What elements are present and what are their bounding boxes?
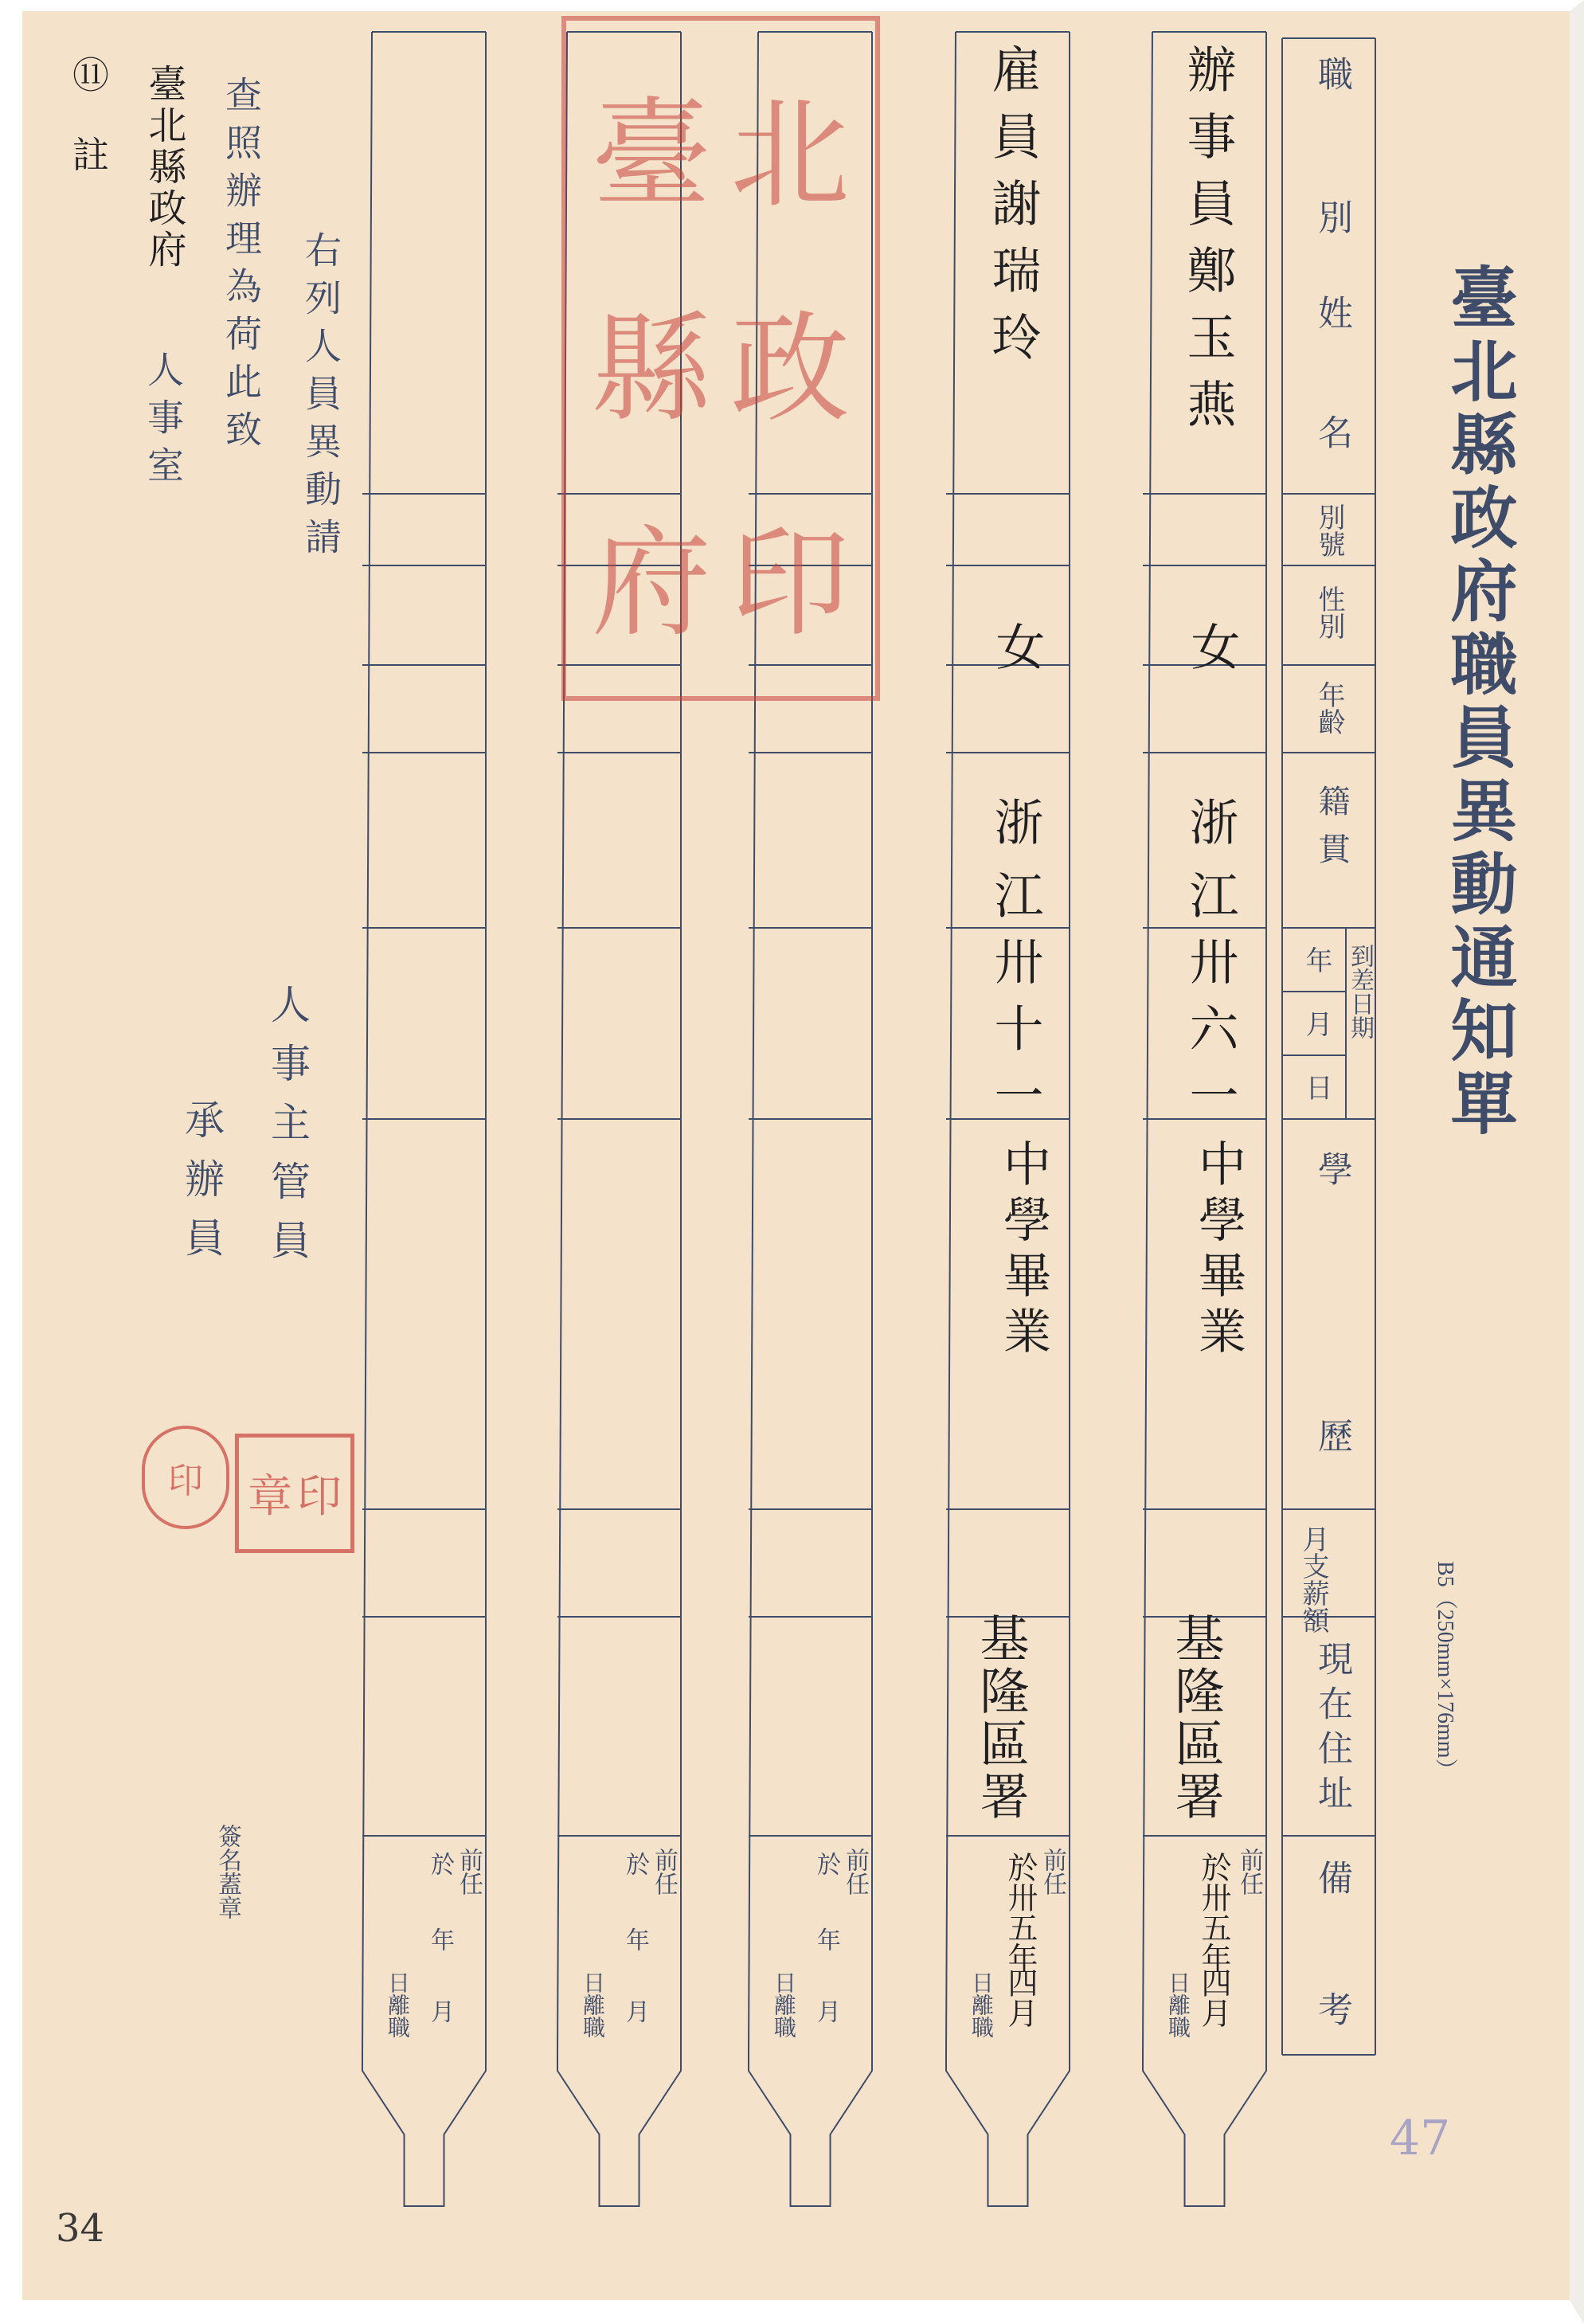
column-label: 日離職	[385, 1971, 411, 2038]
column-label: 日離職	[580, 1971, 606, 2038]
header-year: 年	[1300, 946, 1332, 973]
entry-arrival: 卅十一	[986, 936, 1044, 1137]
footer-note: 請合法使用公開之影像	[1418, 2305, 1561, 2322]
entry-sex: 女	[988, 621, 1046, 671]
entry-former-month: 四月	[1196, 1967, 1231, 2028]
official-seal-stamp: 臺 北 縣 政 府 印	[561, 16, 880, 701]
clerk-seal: 印	[142, 1426, 229, 1529]
column-label: 於	[621, 1852, 649, 1876]
entry-address: 基隆區署	[1167, 1613, 1225, 1823]
header-sex: 性別	[1313, 585, 1345, 640]
column-label: 日離職	[968, 1971, 995, 2038]
corner-page-number: 34	[56, 2206, 105, 2251]
header-alias: 別號	[1313, 503, 1345, 558]
header-label-char: 職	[1312, 56, 1352, 91]
header-age: 年齡	[1313, 681, 1345, 735]
entry-native-place: 浙江	[1181, 796, 1239, 943]
column-label: 月	[426, 1999, 454, 2023]
header-label-char: 姓	[1312, 295, 1352, 330]
column-label: 日離職	[1165, 1971, 1191, 2038]
header-salary: 月支薪額	[1297, 1525, 1329, 1633]
entry-education: 中學畢業	[1191, 1139, 1246, 1362]
entry-former-at: 於卅五年	[1003, 1852, 1038, 1973]
column-label: 前任	[1038, 1848, 1066, 1896]
column-label: 月	[621, 1999, 649, 2023]
entry-former-at: 於卅五年	[1196, 1852, 1231, 1973]
entry-native-place: 浙江	[986, 796, 1044, 943]
personnel-head: 人事主管員	[264, 984, 311, 1278]
column-label: 年	[812, 1927, 840, 1951]
paper-size-note: B5（250mm×176mm）	[1433, 1561, 1457, 1781]
header-education-2: 歷	[1312, 1418, 1352, 1453]
entry-address: 基隆區署	[972, 1613, 1030, 1823]
entry-arrival: 卅六一	[1181, 936, 1239, 1137]
sign-seal-note: 簽名蓋章	[213, 1824, 241, 1919]
entry-position-name: 雇員謝瑞玲	[984, 44, 1042, 378]
header-label-char: 名	[1312, 414, 1352, 449]
entry-sex: 女	[1183, 621, 1241, 671]
closing-line-3-printed: 人事室	[142, 350, 185, 494]
column-label: 於	[426, 1852, 454, 1876]
header-remarks-1: 備	[1312, 1860, 1352, 1895]
column-label: 前任	[455, 1848, 483, 1896]
personnel-head-seal: 章 印	[235, 1434, 354, 1553]
column-label: 前任	[650, 1848, 678, 1896]
header-native-place: 籍貫	[1313, 784, 1350, 880]
header-remarks-2: 考	[1312, 1991, 1352, 2026]
column-label: 前任	[1235, 1848, 1263, 1896]
clerk-label: 承辦員	[178, 1099, 225, 1276]
corner-note-number: 47	[1390, 2111, 1451, 2166]
entry-education: 中學畢業	[995, 1139, 1051, 1362]
header-education-1: 學	[1312, 1151, 1352, 1186]
closing-line-2: 查照辦理為荷此致	[220, 76, 263, 458]
header-arrival-date: 到差日期	[1346, 944, 1374, 1039]
closing-line-1: 右列人員異動請	[299, 231, 342, 565]
entry-position-name: 辦事員鄭玉燕	[1179, 44, 1237, 445]
column-label: 年	[621, 1927, 649, 1951]
column-label: 前任	[841, 1848, 869, 1896]
header-address: 現在住址	[1312, 1641, 1352, 1819]
column-label: 於	[812, 1852, 840, 1876]
closing-annotation: ⑪ 註	[67, 56, 110, 172]
header-month: 月	[1300, 1010, 1332, 1037]
header-label-char: 別	[1312, 199, 1352, 234]
header-day: 日	[1300, 1074, 1332, 1101]
document-title: 臺北縣政府職員異動通知單	[1440, 263, 1519, 1142]
entry-former-month: 四月	[1003, 1967, 1038, 2028]
column-label: 年	[426, 1927, 454, 1951]
closing-line-3-handwritten: 臺北縣政府	[142, 64, 186, 271]
column-label: 月	[812, 1999, 840, 2023]
column-label: 日離職	[771, 1971, 797, 2038]
